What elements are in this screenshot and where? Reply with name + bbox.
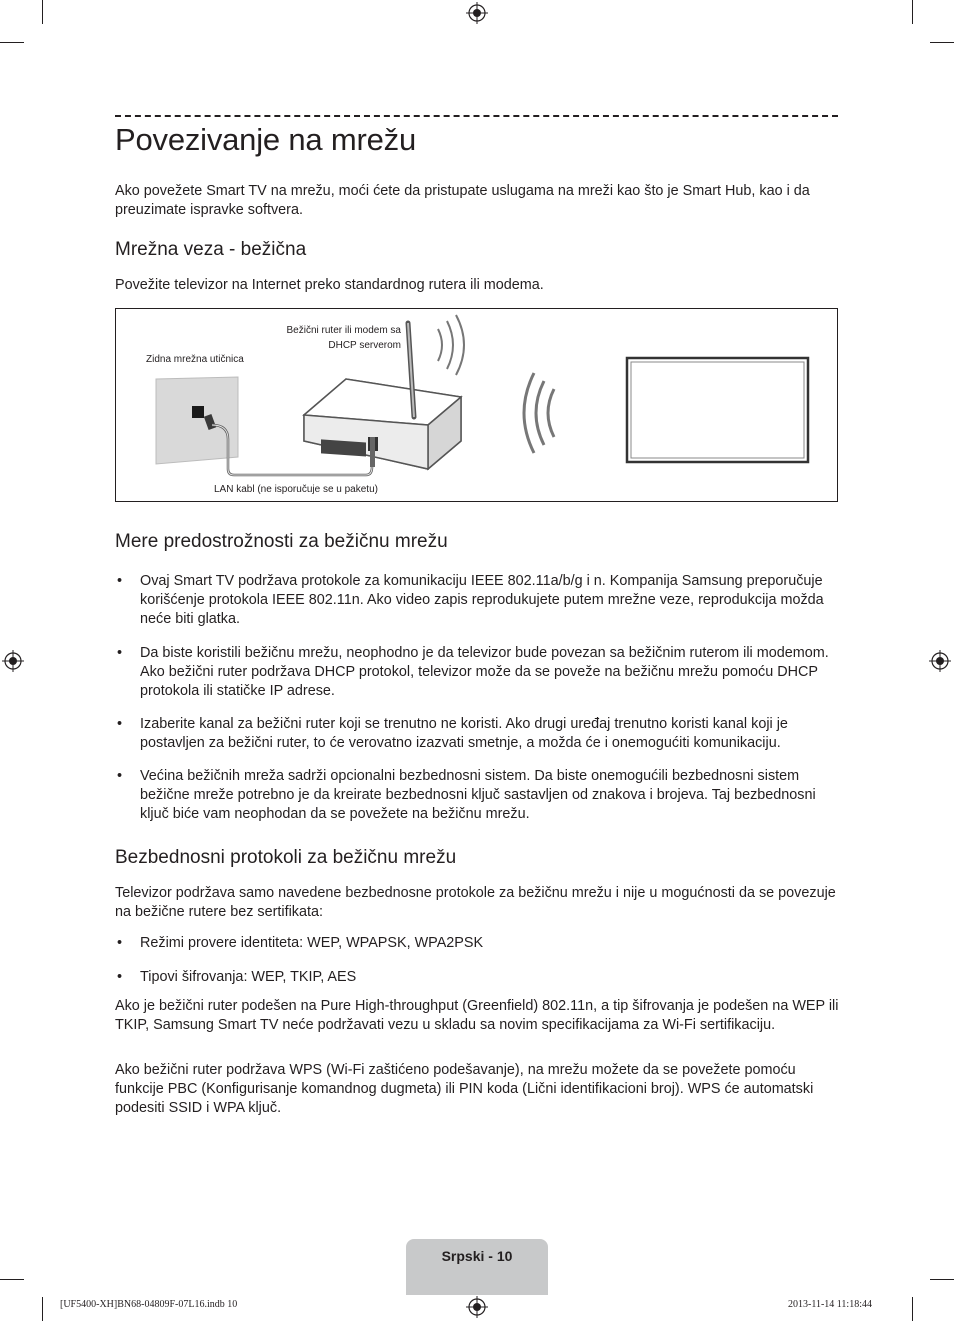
precautions-heading: Mere predostrožnosti za bežičnu mrežu: [115, 531, 448, 552]
list-item-text: Izaberite kanal za bežični ruter koji se trenutno ne koristi. Ako drugi uređaj trenutno koristi kanal koji je postavljen za bežični ruter, to će verovatno izazvati smetnje, a možda će i onemogućiti komunikaciju.: [140, 716, 788, 751]
page-number: Srpski - 10: [441, 1248, 513, 1264]
print-slug-right: 2013-11-14 11:18:44: [788, 1299, 872, 1310]
network-diagram: [115, 308, 838, 502]
lan-cable-label: LAN kabl (ne isporučuje se u paketu): [214, 484, 378, 495]
crop-mark: [42, 0, 43, 24]
registration-mark-icon: [466, 1296, 488, 1318]
wall-outlet-icon: [156, 377, 238, 464]
crop-mark: [912, 0, 913, 24]
registration-mark-icon: [2, 650, 24, 672]
list-item-text: Režimi provere identiteta: WEP, WPAPSK, WPA2PSK: [140, 935, 484, 951]
router-label-line2: DHCP serverom: [328, 340, 401, 351]
crop-mark: [930, 42, 954, 43]
page-number-tab: [406, 1239, 548, 1295]
crop-mark: [0, 1279, 24, 1280]
intro-paragraph: Ako povežete Smart TV na mrežu, moći ćete da pristupate uslugama na mreži kao što je Smart Hub, kao i da preuzimate ispravke softvera.: [115, 183, 810, 218]
list-item: • Izaberite kanal za bežični ruter koji se trenutno ne koristi. Ako drugi uređaj trenutno koristi kanal koji je postavljen za bežični ruter, to će verovatno izazvati smetnje, a možda će i onemogućiti komunikaciju.: [117, 716, 788, 751]
router-label-line1: Bežični ruter ili modem sa: [286, 325, 401, 336]
registration-mark-icon: [929, 650, 951, 672]
wall-outlet-label: Zidna mrežna utičnica: [146, 354, 244, 365]
security-paragraph-2: Ako bežični ruter podržava WPS (Wi-Fi zaštićeno podešavanje), na mrežu možete da se povežete pomoću funkcije PBC (Konfigurisanje komandnog dugmeta) ili PIN koda (Lični identifikacioni broj). WPS će automatski podesiti SSID i WPA ključ.: [115, 1062, 814, 1116]
security-heading: Bezbednosni protokoli za bežičnu mrežu: [115, 847, 457, 868]
network-diagram-illustration: [116, 309, 837, 501]
list-item-text: Tipovi šifrovanja: WEP, TKIP, AES: [140, 969, 357, 985]
list-item: • Tipovi šifrovanja: WEP, TKIP, AES: [117, 969, 357, 985]
print-slug-left: [UF5400-XH]BN68-04809F-07L16.indb 10: [60, 1299, 238, 1310]
crop-mark: [912, 1297, 913, 1321]
list-item-text: Ovaj Smart TV podržava protokole za komunikaciju IEEE 802.11a/b/g i n. Kompanija Samsung preporučuje korišćenje protokola IEEE 802.11n. Ako video zapis reprodukujete putem mrežne veze, reprodukcija možda neće biti glatka.: [140, 573, 824, 627]
list-item: • Da biste koristili bežičnu mrežu, neophodno je da televizor bude povezan sa bežičnim ruterom ili modemom. Ako bežični ruter podržava DHCP protokol, televizor može da se poveže na bežičnu mrežu pomoću DHCP protokola ili statičke IP adrese.: [117, 645, 829, 699]
registration-mark-icon: [466, 2, 488, 24]
tv-wifi-icon: [524, 373, 554, 453]
list-item-text: Da biste koristili bežičnu mrežu, neophodno je da televizor bude povezan sa bežičnim ruterom ili modemom. Ako bežični ruter podržava DHCP protokol, televizor može da se poveže na bežičnu mrežu pomoću DHCP protokola ili statičke IP adrese.: [140, 645, 829, 699]
wireless-text: Povežite televizor na Internet preko standardnog rutera ili modema.: [115, 277, 544, 293]
list-item: • Režimi provere identiteta: WEP, WPAPSK, WPA2PSK: [117, 935, 484, 951]
security-paragraph-1: Ako je bežični ruter podešen na Pure High-throughput (Greenfield) 802.11n, a tip šifrovanja je podešen na WEP ili TKIP, Samsung Smart TV neće podržavati vezu u skladu sa novim specifikacijama za Wi-Fi sertifikaciju.: [115, 998, 839, 1033]
tv-icon: [627, 358, 808, 462]
title-rule: [115, 115, 838, 117]
crop-mark: [930, 1279, 954, 1280]
list-item-text: Većina bežičnih mreža sadrži opcionalni bezbednosni sistem. Da biste onemogućili bezbednosni sistem bežične mreže potrebno je da kreirate bezbednosni ključ sastavljen od znakova i brojeva. Taj bezbednosni ključ biće vam neophodan da se povežete na bežičnu mrežu.: [140, 768, 816, 822]
list-item: • Ovaj Smart TV podržava protokole za komunikaciju IEEE 802.11a/b/g i n. Kompanija Samsung preporučuje korišćenje protokola IEEE 802.11n. Ako video zapis reprodukujete putem mrežne veze, reprodukcija možda neće biti glatka.: [117, 573, 824, 627]
security-intro: Televizor podržava samo navedene bezbednosne protokole za bežičnu mrežu i nije u mogućnosti da se povezuje na bežične rutere bez sertifikata:: [115, 885, 836, 920]
router-label: [279, 323, 401, 353]
wireless-heading: Mrežna veza - bežična: [115, 239, 307, 260]
router-wifi-icon: [438, 315, 464, 375]
crop-mark: [42, 1297, 43, 1321]
crop-mark: [0, 42, 24, 43]
page-title: Povezivanje na mrežu: [115, 122, 416, 157]
list-item: • Većina bežičnih mreža sadrži opcionalni bezbednosni sistem. Da biste onemogućili bezbednosni sistem bežične mreže potrebno je da kreirate bezbednosni ključ sastavljen od znakova i brojeva. Taj bezbednosni ključ biće vam neophodan da se povežete na bežičnu mrežu.: [117, 768, 816, 822]
